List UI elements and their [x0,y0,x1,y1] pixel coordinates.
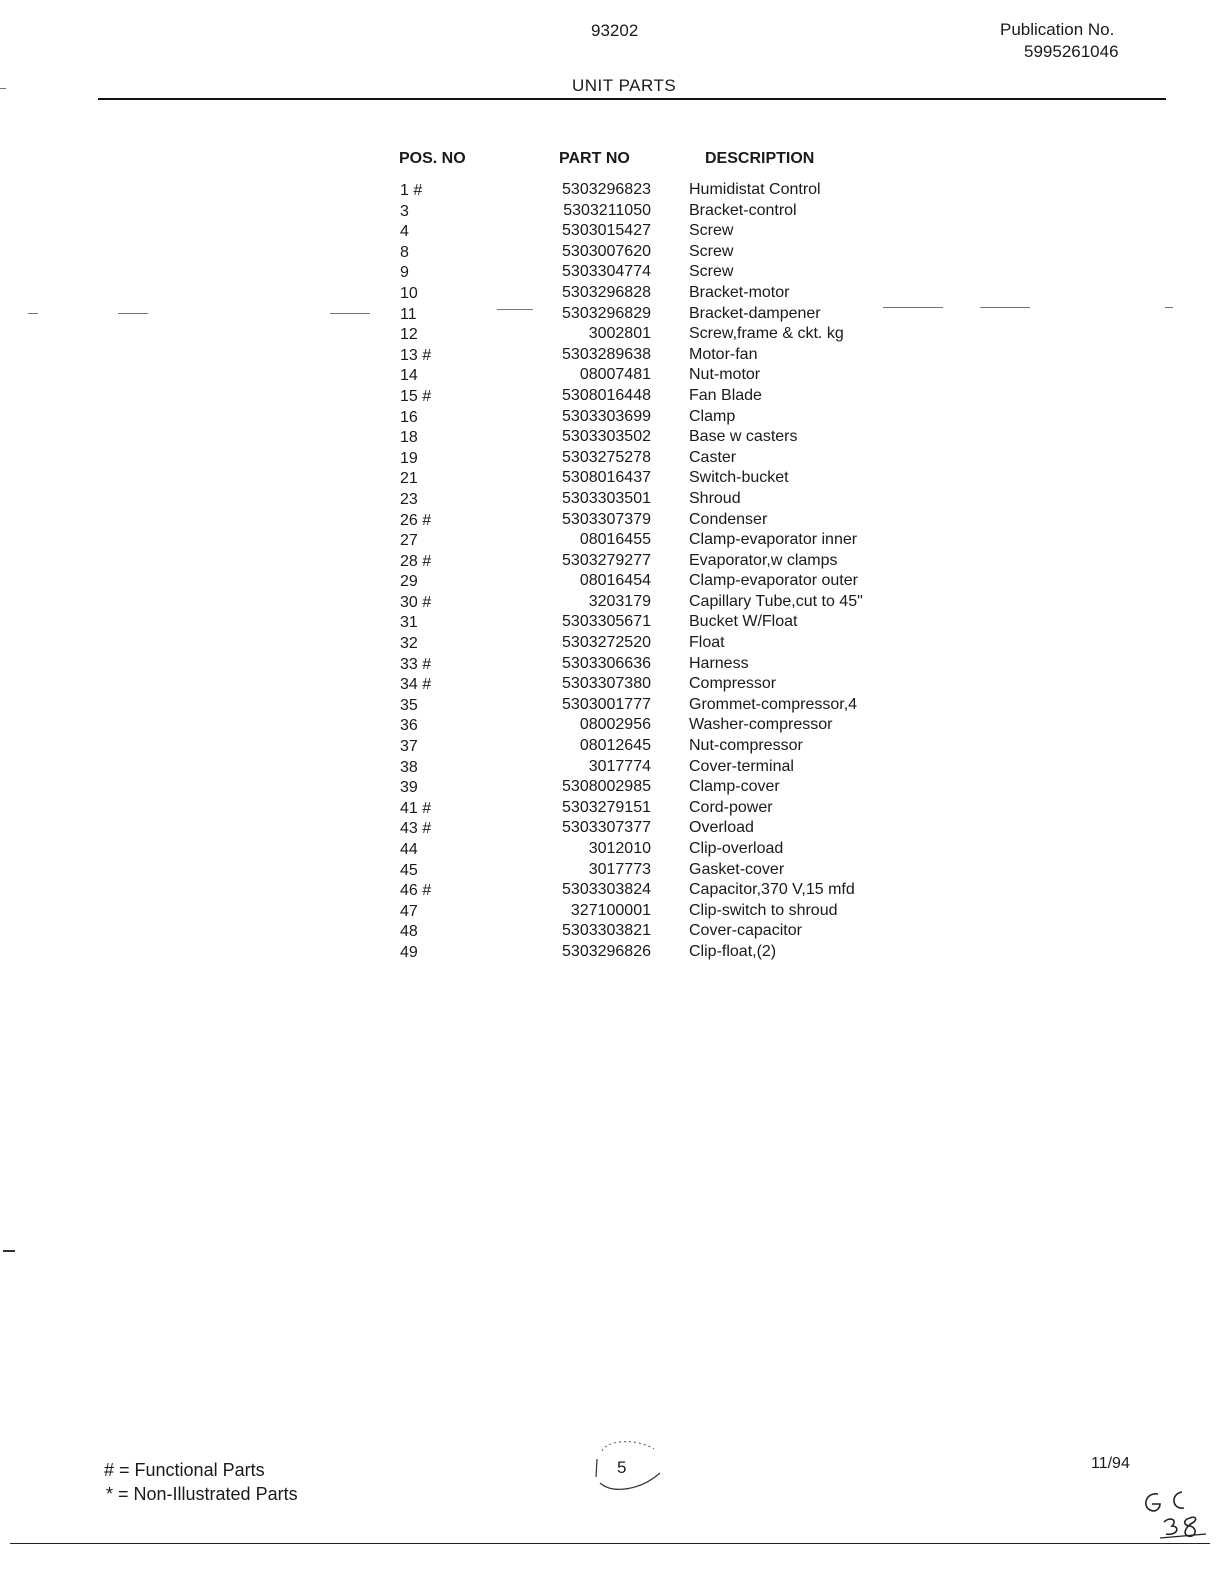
part-no-cell: 08012645 [579,737,651,755]
table-row [0,345,1224,366]
part-no-cell: 5308016448 [562,386,651,404]
description-cell: Capacitor,370 V,15 mfd [689,881,855,899]
part-no-cell: 5303211050 [563,201,651,219]
pos-no-cell: 33 # [400,655,432,673]
pos-no-cell: 26 # [400,511,432,529]
scan-mark [3,1250,15,1252]
part-no-cell: 08002956 [579,716,651,734]
pos-no-cell: 8 [400,243,409,261]
column-header-description: DESCRIPTION [705,150,815,167]
part-no-cell: 5303307380 [562,675,651,693]
publication-number: 5995261046 [1024,42,1119,61]
pos-no-cell: 32 [400,635,418,653]
description-cell: Nut-motor [689,366,761,384]
scan-mark [330,313,370,314]
pos-no-cell: 14 [400,367,418,385]
table-row [0,571,1224,592]
description-cell: Overload [689,819,754,837]
part-no-cell: 3017773 [588,860,651,878]
description-cell: Screw [689,263,734,281]
description-cell: Screw [689,222,734,240]
pos-no-cell: 21 [400,470,418,488]
pos-no-cell: 49 [400,943,418,961]
table-row [0,242,1224,263]
table-row [0,530,1224,551]
scan-mark [883,307,943,308]
table-row [0,633,1224,654]
part-no-cell: 5303307379 [562,510,651,528]
column-header-part-no: PART NO [559,150,630,167]
table-row [0,715,1224,736]
table-row [0,860,1224,881]
description-cell: Float [689,634,725,652]
handwritten-note [1138,1488,1208,1544]
pos-no-cell: 10 [400,284,418,302]
scan-mark [497,309,533,310]
description-cell: Clip-float,(2) [689,942,777,960]
pos-no-cell: 35 [400,696,418,714]
table-row [0,283,1224,304]
pos-no-cell: 13 # [400,346,432,364]
description-cell: Grommet-compressor,4 [689,695,858,713]
part-no-cell: 5303296829 [562,304,651,322]
table-row [0,695,1224,716]
page-number: 5 [617,1458,627,1477]
table-row [0,921,1224,942]
description-cell: Cover-capacitor [689,922,802,940]
part-no-cell: 5303272520 [562,634,651,652]
part-no-cell: 5308016437 [562,469,651,487]
part-no-cell: 5303303699 [562,407,651,425]
pos-no-cell: 18 [400,429,418,447]
part-no-cell: 5303306636 [562,654,651,672]
pos-no-cell: 46 # [400,882,432,900]
table-row [0,324,1224,345]
description-cell: Screw [689,242,734,260]
pos-no-cell: 19 [400,449,418,467]
pos-no-cell: 15 # [400,387,432,405]
table-row [0,798,1224,819]
table-row [0,839,1224,860]
table-row [0,777,1224,798]
table-row [0,262,1224,283]
pos-no-cell: 36 [400,717,418,735]
pos-no-cell: 44 [400,841,418,858]
pos-no-cell: 47 [400,902,418,920]
legend-non-illustrated-parts: * = Non-Illustrated Parts [106,1484,298,1504]
part-no-cell: 327100001 [570,901,651,919]
part-no-cell: 3012010 [588,840,651,857]
table-row [0,592,1224,613]
description-cell: Harness [689,654,749,672]
description-cell: Clip-switch to shroud [689,901,838,919]
section-title: UNIT PARTS [572,76,677,95]
description-cell: Bucket W/Float [689,613,798,631]
table-row [0,551,1224,572]
table-row [0,489,1224,510]
pos-no-cell: 29 [400,573,418,591]
part-no-cell: 3203179 [588,592,651,610]
description-cell: Base w casters [689,428,798,446]
publication-label: Publication No. [1000,20,1115,39]
pos-no-cell: 3 [400,202,409,220]
table-row [0,386,1224,407]
part-no-cell: 5303303501 [562,489,651,507]
description-cell: Washer-compressor [689,716,833,734]
table-row [0,510,1224,531]
part-no-cell: 5308002985 [562,778,651,796]
scan-mark [0,88,6,89]
description-cell: Bracket-motor [689,283,790,301]
part-no-cell: 5303303502 [562,428,651,446]
pos-no-cell: 1 # [400,182,423,199]
table-row [0,221,1224,242]
table-row [0,757,1224,778]
part-no-cell: 3017774 [588,757,651,775]
pos-no-cell: 12 [400,326,418,344]
description-cell: Gasket-cover [689,860,785,878]
table-row [0,612,1224,633]
description-cell: Fan Blade [689,386,762,404]
scan-mark [118,313,148,314]
description-cell: Compressor [689,675,777,693]
scan-mark [1165,307,1173,308]
part-no-cell: 5303279151 [562,798,651,816]
part-no-cell: 5303307377 [562,819,651,837]
part-no-cell: 5303007620 [562,242,651,260]
pos-no-cell: 39 [400,779,418,797]
table-row [0,736,1224,757]
part-no-cell: 5303275278 [562,448,651,466]
part-no-cell: 5303015427 [562,222,651,240]
part-no-cell: 5303305671 [562,613,651,631]
part-no-cell: 5303296828 [562,283,651,301]
table-row [0,654,1224,675]
header-rule [98,98,1166,100]
table-row [0,427,1224,448]
description-cell: Caster [689,448,737,466]
table-row [0,448,1224,469]
pos-no-cell: 23 [400,490,418,508]
part-no-cell: 5303296823 [562,181,651,198]
pos-no-cell: 34 # [400,676,432,694]
description-cell: Humidistat Control [689,181,821,198]
table-row [0,901,1224,922]
table-row [0,674,1224,695]
part-no-cell: 08007481 [579,366,651,384]
part-no-cell: 5303304774 [562,263,651,281]
description-cell: Clip-overload [689,840,784,857]
pos-no-cell: 37 [400,738,418,756]
table-row [0,180,1224,201]
pos-no-cell: 9 [400,264,409,282]
scan-mark [980,307,1030,308]
legend-functional-parts: # = Functional Parts [104,1460,265,1480]
pos-no-cell: 45 [400,861,418,879]
part-no-cell: 3002801 [588,325,651,343]
part-no-cell: 08016454 [579,572,651,590]
description-cell: Switch-bucket [689,469,789,487]
part-no-cell: 5303296826 [562,942,651,960]
table-row [0,304,1224,325]
pos-no-cell: 41 # [400,799,432,817]
description-cell: Shroud [689,489,741,507]
pos-no-cell: 43 # [400,820,432,838]
table-row [0,942,1224,963]
pos-no-cell: 4 [400,223,409,241]
pos-no-cell: 16 [400,408,418,426]
description-cell: Clamp-cover [689,778,780,796]
description-cell: Bracket-dampener [689,304,821,322]
description-cell: Evaporator,w clamps [689,551,838,569]
page-number-circle [594,1437,664,1495]
part-no-cell: 5303279277 [562,551,651,569]
date-code: 11/94 [1091,1455,1130,1472]
part-no-cell: 5303289638 [562,345,651,363]
table-row [0,201,1224,222]
part-no-cell: 5303303821 [562,922,651,940]
description-cell: Capillary Tube,cut to 45" [689,592,863,610]
pos-no-cell: 27 [400,532,418,550]
pos-no-cell: 38 [400,758,418,776]
description-cell: Motor-fan [689,345,758,363]
footer-rule [10,1543,1210,1544]
pos-no-cell: 48 [400,923,418,941]
table-row [0,818,1224,839]
description-cell: Clamp-evaporator outer [689,572,858,590]
table-row [0,365,1224,386]
parts-table [0,180,1224,963]
table-row [0,468,1224,489]
description-cell: Nut-compressor [689,737,803,755]
description-cell: Screw,frame & ckt. kg [689,325,844,343]
pos-no-cell: 11 [400,305,417,323]
description-cell: Condenser [689,510,768,528]
scan-mark [28,313,38,314]
description-cell: Clamp [689,407,736,425]
pos-no-cell: 28 # [400,552,432,570]
table-row [0,407,1224,428]
part-no-cell: 5303001777 [562,695,651,713]
description-cell: Cover-terminal [689,757,794,775]
pos-no-cell: 31 [400,614,418,632]
part-no-cell: 08016455 [579,531,651,549]
column-header-pos-no: POS. NO [399,150,466,167]
description-cell: Bracket-control [689,201,797,219]
model-number: 93202 [591,21,639,40]
table-row [0,880,1224,901]
description-cell: Cord-power [689,798,773,816]
part-no-cell: 5303303824 [562,881,651,899]
description-cell: Clamp-evaporator inner [689,531,858,549]
pos-no-cell: 30 # [400,593,432,611]
